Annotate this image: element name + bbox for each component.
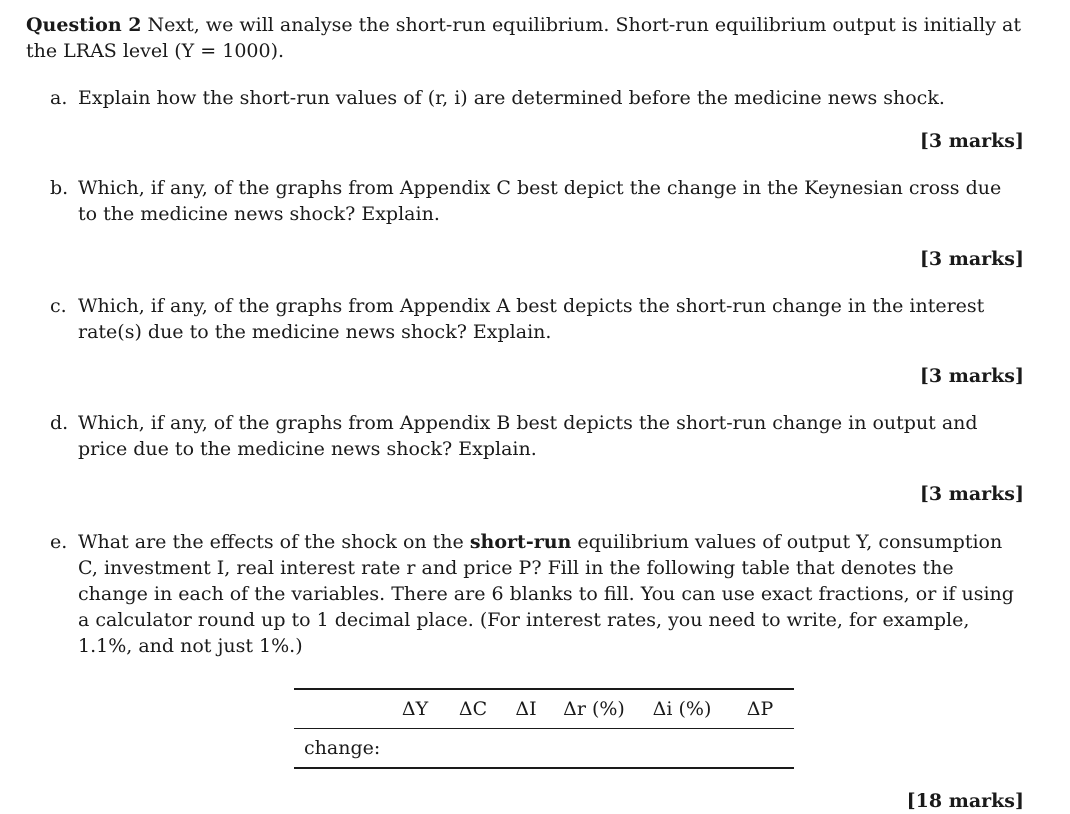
- part-e-text: What are the effects of the shock on the short-run equilibrium values of output Y, consumption C, investment I, real interest rate r and price P? Fill in the following table that denotes the change in each of the variables. There are 6 blanks to fill. You can use exact fractions, or if using a calculator round up to 1 decimal place. (For interest rates, you need to write, for example, 1.1%, and not just 1%.): [78, 531, 1014, 657]
- part-a-marks: [3 marks]: [919, 130, 1024, 152]
- part-e-marks: [18 marks]: [906, 790, 1024, 812]
- part-c-text: Which, if any, of the graphs from Appendix A best depicts the short-run change in the interest rate(s) due to the medicine news shock? Explain.: [78, 295, 985, 343]
- table-header-row: [294, 689, 794, 729]
- header-delta-c: ΔC: [458, 698, 488, 720]
- part-a-label: a.: [50, 87, 68, 109]
- question-intro-text: Next, we will analyse the short-run equilibrium. Short-run equilibrium output is initially at the LRAS level (Y = 1000).: [26, 14, 1021, 62]
- blank-delta-y[interactable]: [386, 729, 444, 769]
- blank-delta-c[interactable]: [444, 729, 502, 769]
- header-delta-p: ΔP: [746, 698, 774, 720]
- part-a: [50, 85, 1020, 111]
- question-heading: Question 2: [26, 14, 142, 36]
- part-b: [50, 175, 1020, 227]
- part-d: [50, 410, 1020, 462]
- part-e-label: e.: [50, 531, 68, 553]
- header-delta-r: Δr (%): [563, 698, 625, 720]
- part-c-label: c.: [50, 295, 67, 317]
- part-a-text: Explain how the short-run values of (r, i) are determined before the medicine news shock.: [78, 87, 945, 109]
- part-c: [50, 293, 1020, 345]
- row-label-change: change:: [304, 737, 381, 759]
- change-table: [294, 688, 794, 769]
- part-c-marks: [3 marks]: [919, 365, 1024, 387]
- blank-delta-p[interactable]: [726, 729, 794, 769]
- question-intro: [26, 12, 1026, 64]
- short-run-emphasis: short-run: [469, 531, 572, 553]
- table-row: [294, 729, 794, 769]
- header-delta-i-invest: ΔI: [515, 698, 537, 720]
- blank-delta-i-nominal[interactable]: [638, 729, 726, 769]
- part-d-label: d.: [50, 412, 69, 434]
- part-b-label: b.: [50, 177, 69, 199]
- part-d-marks: [3 marks]: [919, 483, 1024, 505]
- table-header-empty: [294, 689, 386, 729]
- part-d-text: Which, if any, of the graphs from Appendix B best depicts the short-run change in output and price due to the medicine news shock? Explain.: [78, 412, 978, 460]
- part-e: [50, 529, 1020, 659]
- blank-delta-i-invest[interactable]: [502, 729, 550, 769]
- part-b-marks: [3 marks]: [919, 248, 1024, 270]
- header-delta-i-nominal: Δi (%): [652, 698, 712, 720]
- blank-delta-r[interactable]: [550, 729, 638, 769]
- part-b-text: Which, if any, of the graphs from Appendix C best depict the change in the Keynesian cross due to the medicine news shock? Explain.: [78, 177, 1002, 225]
- header-delta-y: ΔY: [401, 698, 429, 720]
